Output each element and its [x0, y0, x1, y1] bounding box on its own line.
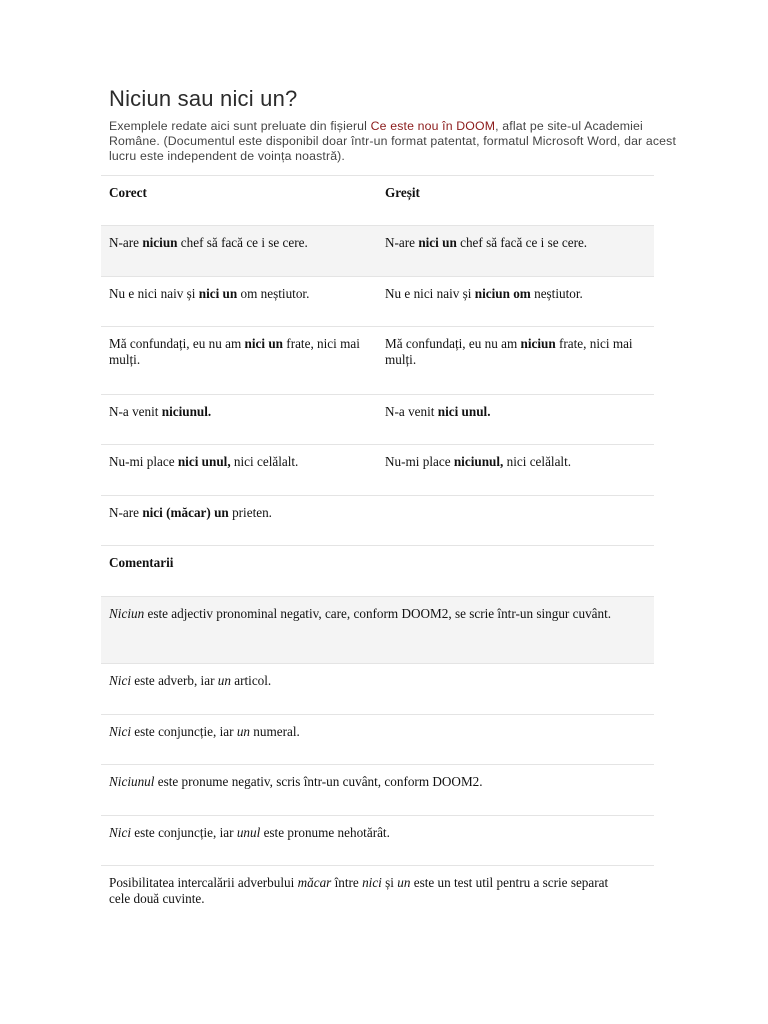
comment-row	[101, 664, 654, 715]
wrong-cell: N-a venit nici unul.	[385, 404, 491, 419]
page-title: Niciun sau nici un?	[109, 86, 298, 111]
comment-cell: Nici este adverb, iar un articol.	[109, 673, 272, 688]
comment-row	[101, 597, 654, 664]
correct-cell: N-are nici (măcar) un prieten.	[109, 505, 272, 520]
intro-paragraph	[109, 119, 689, 164]
correct-cell: Nu-mi place nici unul, nici celălalt.	[109, 454, 299, 469]
header-wrong: Greșit	[385, 185, 420, 200]
table-row	[101, 496, 654, 546]
table-header-row	[101, 176, 654, 226]
correct-cell: N-a venit niciunul.	[109, 404, 212, 419]
comment-cell: Nici este conjuncție, iar un numeral.	[109, 724, 300, 739]
wrong-cell: N-are nici un chef să facă ce i se cere.	[385, 235, 588, 250]
header-correct: Corect	[109, 185, 147, 200]
table-row	[101, 445, 654, 496]
intro-text-after: , aflat pe site-ul Academiei Române. (Documentul este disponibil doar într-un format patentat, formatul Microsoft Word, dar acest lucru este independent de voința noastră).	[109, 119, 677, 163]
wrong-cell: Mă confundați, eu nu am niciun frate, nici mai mulți.	[385, 336, 633, 367]
wrong-cell: Nu-mi place niciunul, nici celălalt.	[385, 454, 572, 469]
comment-cell: Posibilitatea intercalării adverbului măcar între nici și un este un test util pentru a scrie separat cele două cuvinte.	[109, 875, 609, 906]
comment-row	[101, 866, 654, 926]
table-row	[101, 327, 654, 395]
comment-row	[101, 816, 654, 866]
examples-table	[101, 175, 654, 926]
comment-cell: Niciun este adjectiv pronominal negativ, care, conform DOOM2, se scrie într-un singur cuvânt.	[109, 606, 612, 621]
comment-row	[101, 715, 654, 765]
correct-cell: Mă confundați, eu nu am nici un frate, nici mai mulți.	[109, 336, 360, 367]
comment-cell: Niciunul este pronume negativ, scris într-un cuvânt, conform DOOM2.	[109, 774, 483, 789]
comments-heading: Comentarii	[109, 555, 174, 570]
intro-text-before: Exemplele redate aici sunt preluate din fișierul	[109, 119, 371, 133]
table-row	[101, 226, 654, 277]
correct-cell: Nu e nici naiv și nici un om neștiutor.	[109, 286, 310, 301]
comment-row	[101, 765, 654, 816]
doom-link[interactable]: Ce este nou în DOOM	[370, 119, 496, 133]
comment-cell: Nici este conjuncție, iar unul este pronume nehotărât.	[109, 825, 390, 840]
table-row	[101, 395, 654, 445]
wrong-cell: Nu e nici naiv și niciun om neștiutor.	[385, 286, 583, 301]
table-row	[101, 277, 654, 327]
comments-heading-row	[101, 546, 654, 597]
correct-cell: N-are niciun chef să facă ce i se cere.	[109, 235, 308, 250]
